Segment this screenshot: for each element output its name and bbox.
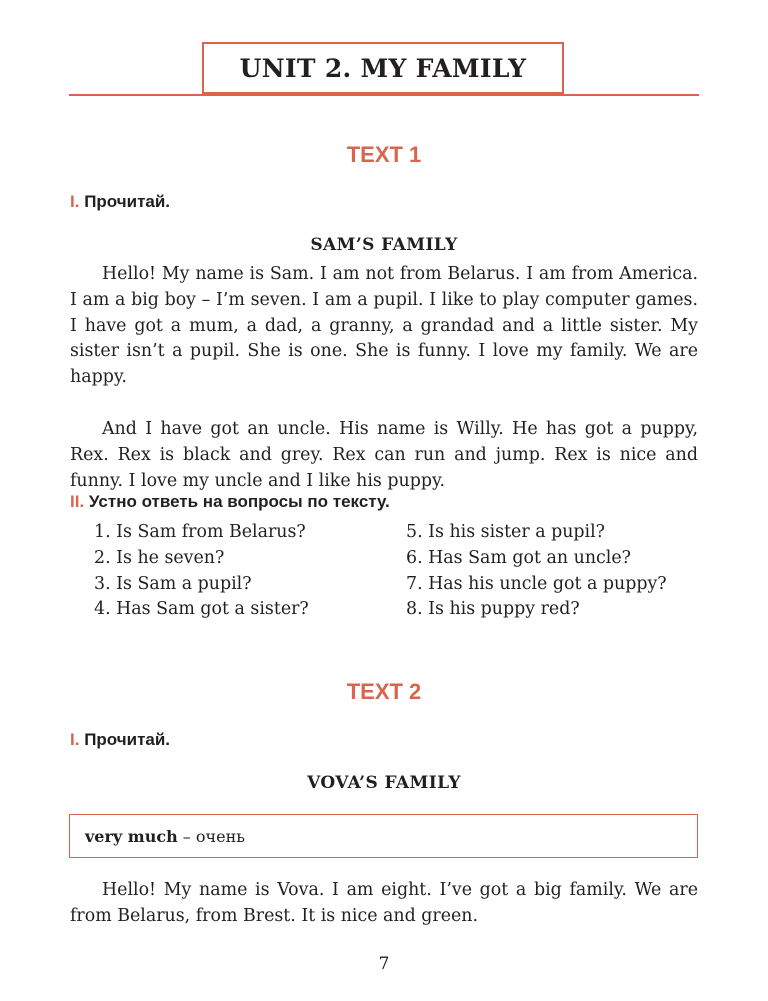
unit-title-box <box>202 42 564 94</box>
text2-paragraph-1: Hello! My name is Vova. I am eight. I’ve got a big family. We are from Belarus, from Brest. It is nice and green. <box>70 880 698 926</box>
vocab-term: very much <box>85 826 178 846</box>
question-item: 3. Is Sam a pupil? <box>94 573 252 594</box>
text1-task1 <box>70 192 170 212</box>
question-item: 5. Is his sister a pupil? <box>406 522 605 542</box>
task-label: Прочитай. <box>84 192 171 211</box>
text2-heading: TEXT 2 <box>346 679 422 704</box>
question-item: 4. Has Sam got a sister? <box>94 599 309 620</box>
vocab-translation: очень <box>195 826 245 846</box>
question-item: 6. Has Sam got an uncle? <box>406 547 631 568</box>
header-rule <box>69 94 699 96</box>
questions-column-left <box>94 520 309 623</box>
text1-story-title: SAM’S FAMILY <box>310 235 458 255</box>
vocab-separator: – <box>177 826 196 846</box>
text1-heading: TEXT 1 <box>346 142 422 167</box>
unit-title: UNIT 2. MY FAMILY <box>239 53 527 83</box>
task-label: Прочитай. <box>84 730 171 749</box>
question-item: 1. Is Sam from Belarus? <box>94 522 306 542</box>
page-number: 7 <box>378 954 390 974</box>
questions-column-right <box>406 520 667 623</box>
task-numeral: II. <box>70 492 85 511</box>
text1-task2 <box>70 492 390 512</box>
vocabulary-box <box>69 814 698 858</box>
text1-paragraph-1: Hello! My name is Sam. I am not from Belarus. I am from America. I am a big boy – I’m seven. I am a pupil. I like to play computer games. I have got a mum, a dad, a granny, a grandad and a little sister. My sister isn’t a pupil. She is one. She is funny. I love my family. We are happy. <box>70 264 698 388</box>
question-item: 7. Has his uncle got a puppy? <box>406 573 667 594</box>
question-item: 2. Is he seven? <box>94 547 225 568</box>
question-item: 8. Is his puppy red? <box>406 599 580 620</box>
text2-story-title: VOVA’S FAMILY <box>307 773 461 793</box>
text1-paragraph-2: And I have got an uncle. His name is Willy. He has got a puppy, Rex. Rex is black and grey. Rex can run and jump. Rex is nice and funny. I love my uncle and I like his puppy. <box>70 419 698 491</box>
task-numeral: I. <box>70 192 80 211</box>
task-label: Устно ответь на вопросы по тексту. <box>88 492 390 511</box>
task-numeral: I. <box>70 730 80 749</box>
text2-task1 <box>70 730 170 750</box>
